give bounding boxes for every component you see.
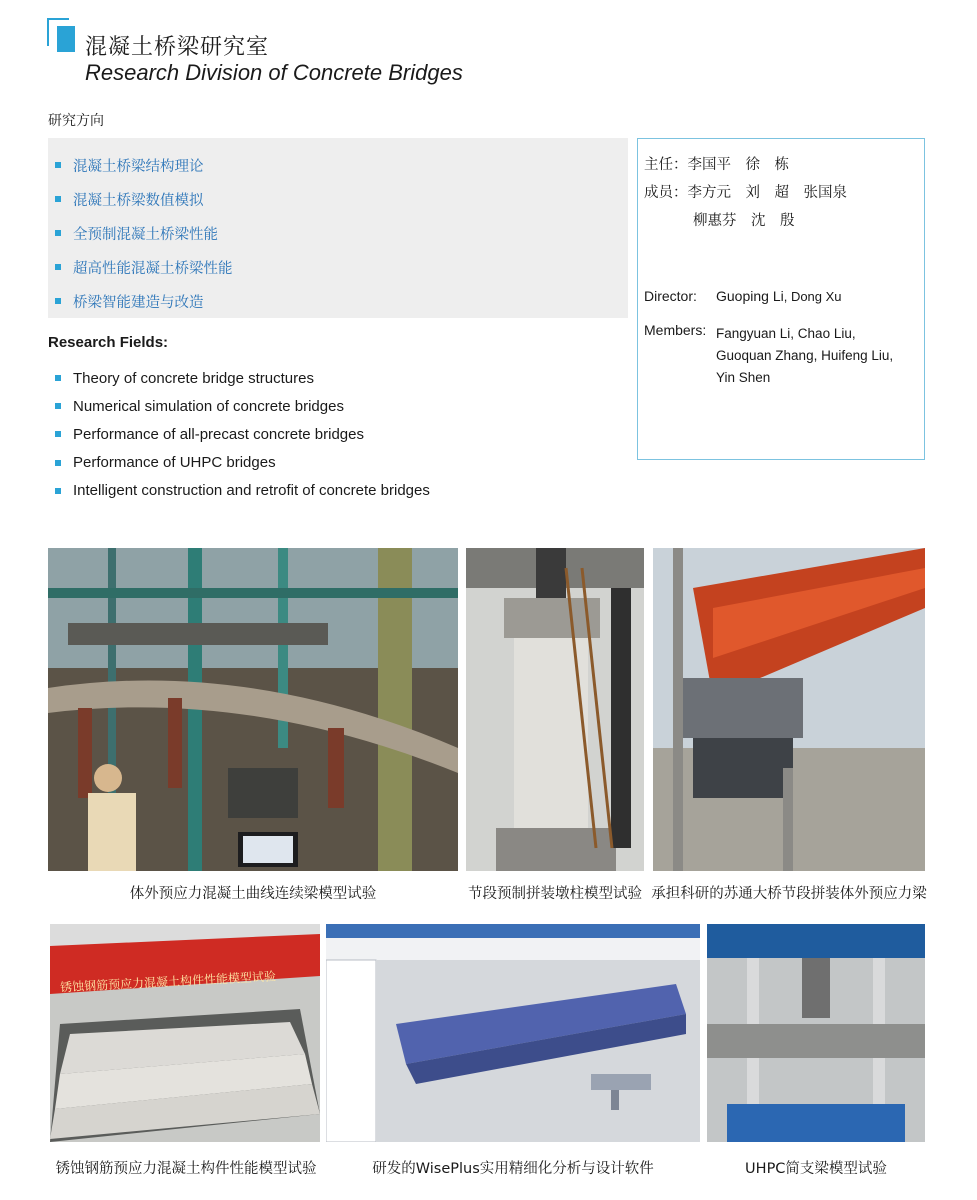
square-bullet-icon <box>55 431 61 437</box>
members-cn: 成员：李方元 刘 超 张国泉 <box>644 185 847 201</box>
photo-sutong-bridge <box>653 548 925 871</box>
photo-uhpc-beam-test <box>707 924 925 1142</box>
research-list-en <box>55 364 430 505</box>
list-item: Theory of concrete bridge structures <box>55 364 430 392</box>
research-list-cn <box>55 148 233 318</box>
square-bullet-icon <box>55 460 61 466</box>
list-item: Numerical simulation of concrete bridges <box>55 392 430 420</box>
photo-pier-column-test <box>466 548 644 871</box>
list-item: 全预制混凝土桥梁性能 <box>55 216 233 250</box>
list-item: 混凝土桥梁数值模拟 <box>55 182 233 216</box>
list-item: Performance of UHPC bridges <box>55 449 430 477</box>
square-bullet-icon <box>55 196 61 202</box>
square-bullet-icon <box>55 230 61 236</box>
page-title-en: Research Division of Concrete Bridges <box>85 60 463 85</box>
list-item: Performance of all-precast concrete bridges <box>55 420 430 448</box>
director-cn: 主任：李国平 徐 栋 <box>644 157 789 173</box>
square-bullet-icon <box>55 488 61 494</box>
caption-photo5: 研发的WisePlus实用精细化分析与设计软件 <box>372 1161 654 1177</box>
photo-corrosion-test <box>50 924 320 1142</box>
square-bullet-icon <box>55 298 61 304</box>
square-bullet-icon <box>55 403 61 409</box>
square-bullet-icon <box>55 264 61 270</box>
members-en: Fangyuan Li, Chao Liu, Guoquan Zhang, Huifeng Liu, Yin Shen <box>716 326 894 385</box>
photo4-banner-text: 锈蚀钢筋预应力混凝土构件性能模型试验 <box>59 969 277 995</box>
research-heading-en: Research Fields: <box>48 334 169 351</box>
photo-wiseplus-software <box>326 924 700 1142</box>
caption-photo3: 承担科研的苏通大桥节段拼装体外预应力梁 <box>651 886 927 902</box>
list-item: 混凝土桥梁结构理论 <box>55 148 233 182</box>
list-item: 桥梁智能建造与改造 <box>55 284 233 318</box>
photo-curved-beam-test <box>48 548 458 871</box>
caption-photo4: 锈蚀钢筋预应力混凝土构件性能模型试验 <box>55 1161 317 1177</box>
square-bullet-icon <box>55 375 61 381</box>
caption-photo6: UHPC简支梁模型试验 <box>745 1161 887 1177</box>
research-heading-cn: 研究方向 <box>48 113 104 129</box>
list-item: 超高性能混凝土桥梁性能 <box>55 250 233 284</box>
members-cn-line2: 柳惠芬 沈 殷 <box>693 213 795 229</box>
caption-photo2: 节段预制拼装墩柱模型试验 <box>468 886 642 902</box>
title-mark-icon <box>47 18 77 54</box>
personnel-box <box>637 138 925 460</box>
members-en-label: Members: <box>644 322 707 338</box>
page-title-cn: 混凝土桥梁研究室 <box>85 35 270 60</box>
square-bullet-icon <box>55 162 61 168</box>
caption-photo1: 体外预应力混凝土曲线连续梁模型试验 <box>129 886 377 902</box>
list-item: Intelligent construction and retrofit of concrete bridges <box>55 477 430 505</box>
director-en: Director: Guoping Li, Dong Xu <box>644 288 842 304</box>
